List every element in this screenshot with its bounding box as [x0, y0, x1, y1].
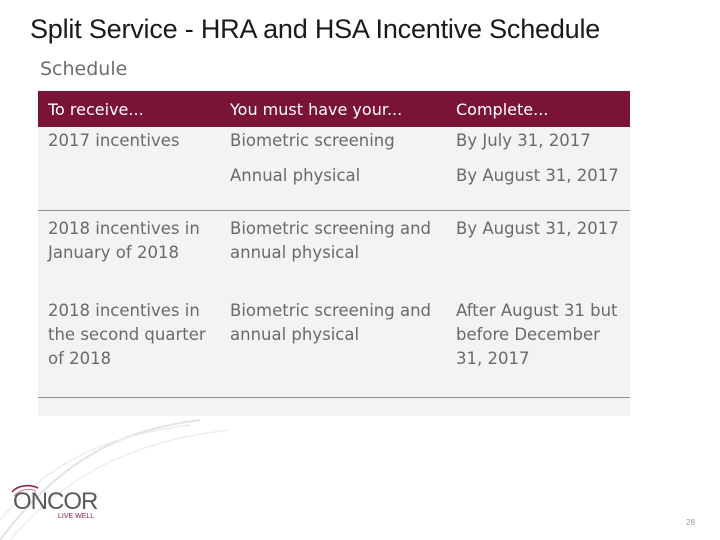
column-header-to-receive: To receive...: [38, 91, 220, 127]
schedule-heading: Schedule: [40, 58, 128, 80]
schedule-table: [38, 91, 630, 398]
table-row: [38, 211, 630, 294]
column-header-complete: Complete...: [446, 91, 630, 127]
table-header-row: [38, 91, 630, 127]
table-cell: By August 31, 2017: [446, 164, 630, 211]
column-header-you-must-have: You must have your...: [220, 91, 446, 127]
slide-title: Split Service - HRA and HSA Incentive Schedule: [30, 14, 601, 44]
table-row: [38, 127, 630, 164]
table-cell: [38, 164, 220, 211]
table-cell: 2018 incentives in January of 2018: [48, 219, 200, 262]
table-cell: Biometric screening: [230, 131, 395, 150]
table-cell: Annual physical: [220, 164, 446, 211]
table-cell: By August 31, 2017: [456, 219, 619, 238]
oncor-logo: [8, 484, 118, 529]
page-number: 28: [686, 518, 695, 527]
table-cell: 2017 incentives: [48, 131, 180, 150]
table-cell: Biometric screening and annual physical: [220, 293, 446, 398]
table-cell: After August 31 but before December 31, 2017: [446, 293, 630, 398]
table-row: [38, 164, 630, 211]
table-cell: Biometric screening and annual physical: [230, 219, 432, 262]
schedule-table-container: [38, 91, 630, 416]
table-cell: 2018 incentives in the second quarter of 2018: [38, 293, 220, 398]
logo-wordmark: ONCOR: [13, 488, 98, 515]
table-cell: By July 31, 2017: [456, 131, 591, 150]
table-row: [38, 293, 630, 398]
logo-tagline: LIVE WELL: [58, 513, 95, 520]
